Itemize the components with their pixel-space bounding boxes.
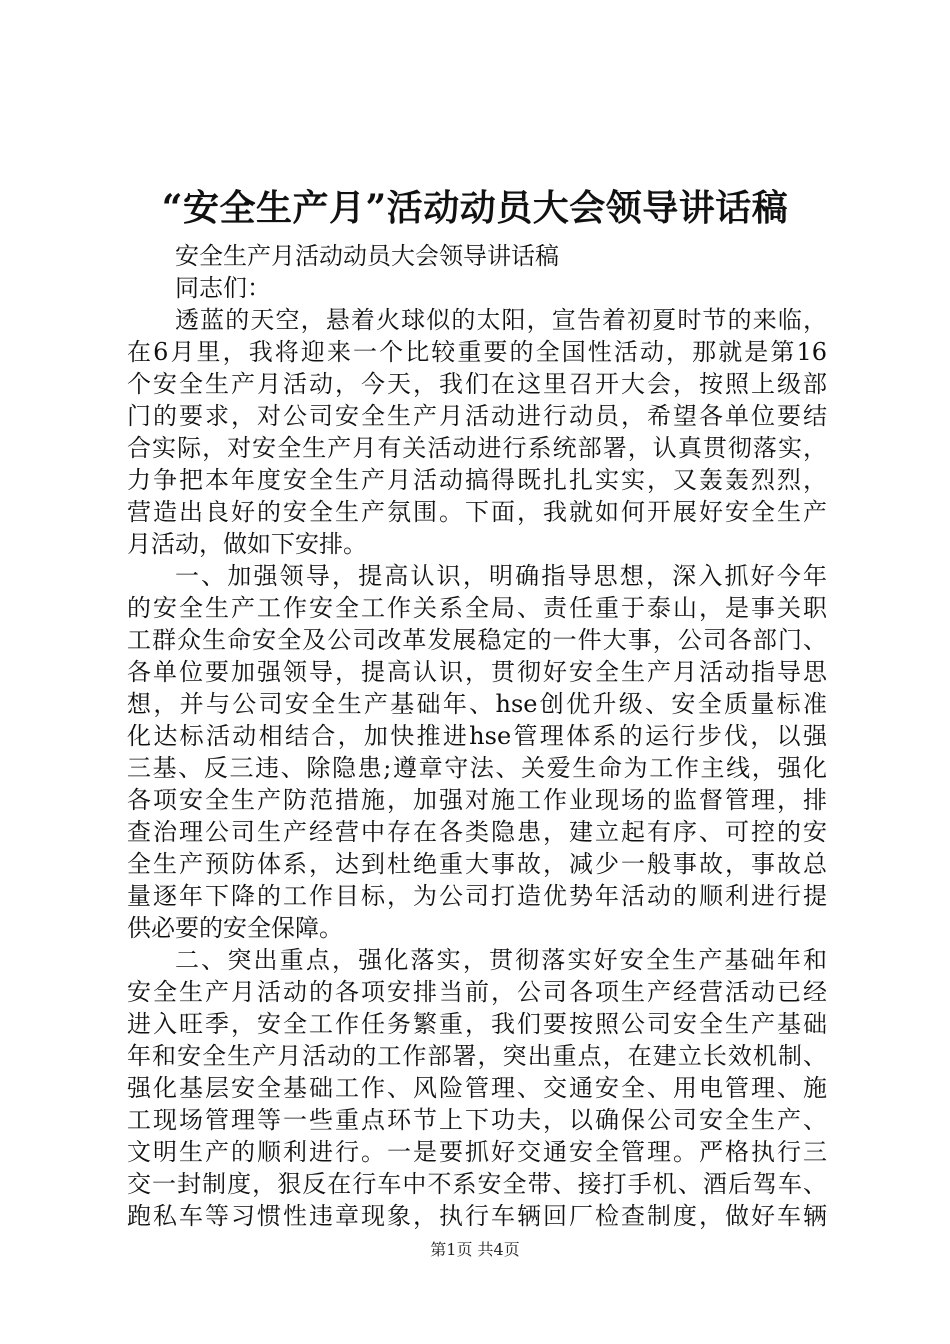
document-title: “安全生产月”活动动员大会领导讲话稿 [161,187,789,229]
paragraph-line: 营造出良好的安全生产氛围。下面，我就如何开展好安全生产 [127,498,827,526]
paragraph-line: 安全生产月活动的各项安排当前，公司各项生产经营活动已经 [127,978,827,1006]
paragraph-line: 工现场管理等一些重点环节上下功夫，以确保公司安全生产、 [127,1106,827,1134]
document-subtitle: 安全生产月活动动员大会领导讲话稿 [175,242,559,270]
paragraph-line: 三基、反三违、除隐患;遵章守法、关爱生命为工作主线，强化 [127,754,827,782]
paragraph-line: 二、突出重点，强化落实，贯彻落实好安全生产基础年和 [175,946,827,974]
paragraph-line: 化达标活动相结合，加快推进hse管理体系的运行步伐，以强 [127,722,827,750]
paragraph-line: 工群众生命安全及公司改革发展稳定的一件大事，公司各部门、 [127,626,827,654]
paragraph-line: 在6月里，我将迎来一个比较重要的全国性活动，那就是第16 [127,338,827,366]
paragraph-line: 一、加强领导，提高认识，明确指导思想，深入抓好今年 [175,562,827,590]
paragraph-line: 的安全生产工作安全工作关系全局、责任重于泰山，是事关职 [127,594,827,622]
paragraph-line: 各项安全生产防范措施，加强对施工作业现场的监督管理，排 [127,786,827,814]
paragraph-line: 文明生产的顺利进行。一是要抓好交通安全管理。严格执行三 [127,1138,827,1166]
paragraph-line: 全生产预防体系，达到杜绝重大事故，减少一般事故，事故总 [127,850,827,878]
paragraph-line: 门的要求，对公司安全生产月活动进行动员，希望各单位要结 [127,402,827,430]
paragraph-line: 强化基层安全基础工作、风险管理、交通安全、用电管理、施 [127,1074,827,1102]
page-footer: 第1页 共4页 [430,1240,520,1259]
paragraph-line: 年和安全生产月活动的工作部署，突出重点，在建立长效机制、 [127,1042,827,1070]
paragraph-line: 各单位要加强领导，提高认识，贯彻好安全生产月活动指导思 [127,658,827,686]
paragraph-line: 月活动，做如下安排。 [127,530,367,558]
paragraph-line: 跑私车等习惯性违章现象，执行车辆回厂检查制度，做好车辆 [127,1202,827,1230]
paragraph-line: 合实际，对安全生产月有关活动进行系统部署，认真贯彻落实， [127,434,827,462]
paragraph-line: 查治理公司生产经营中存在各类隐患，建立起有序、可控的安 [127,818,827,846]
paragraph-line: 透蓝的天空，悬着火球似的太阳，宣告着初夏时节的来临， [175,306,827,334]
paragraph-line: 交一封制度，狠反在行车中不系安全带、接打手机、酒后驾车、 [127,1170,827,1198]
paragraph-line: 个安全生产月活动，今天，我们在这里召开大会，按照上级部 [127,370,827,398]
paragraph-line: 想，并与公司安全生产基础年、hse创优升级、安全质量标准 [127,690,827,718]
paragraph-line: 进入旺季，安全工作任务繁重，我们要按照公司安全生产基础 [127,1010,827,1038]
paragraph-3 [127,944,827,1232]
paragraph-line: 供必要的安全保障。 [127,914,343,942]
greeting: 同志们： [175,274,271,302]
paragraph-1 [127,304,827,560]
paragraph-2 [127,560,827,944]
paragraph-line: 力争把本年度安全生产月活动搞得既扎扎实实，又轰轰烈烈， [127,466,827,494]
paragraph-line: 量逐年下降的工作目标，为公司打造优势年活动的顺利进行提 [127,882,827,910]
